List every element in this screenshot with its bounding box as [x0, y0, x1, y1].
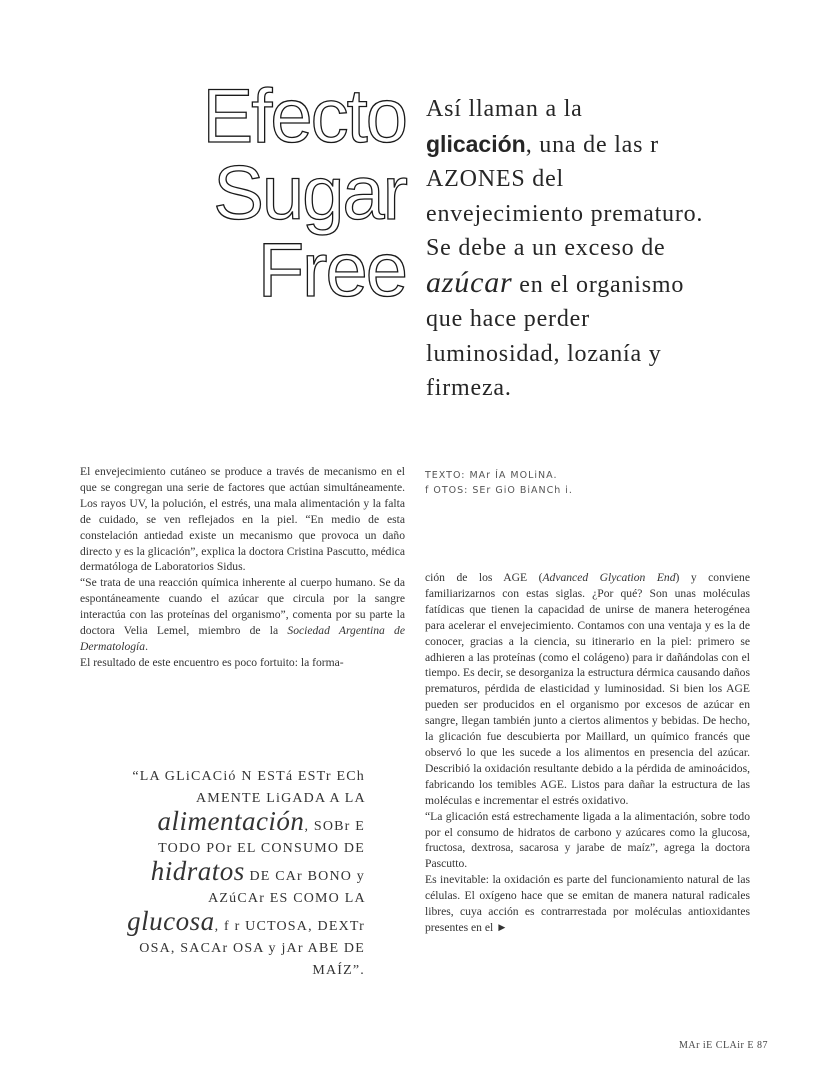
- body-paragraph: El envejecimiento cutáneo se produce a través de mecanismo en el que se congregan una serie de factores que actúan simultáneamente. Los rayos UV, la polución, el estrés, una mala alimentación y la falta de cuidado, se ven reflejados en la piel. “En medio de esta constelación antiedad existe un mecanismo que provoca un daño directo y es la glicación”, explica la doctora Cristina Pascutto, médica dermatóloga de Laboratorios Sidus.: [80, 465, 405, 574]
- intro-italic-term: azúcar: [426, 265, 513, 299]
- intro-deck: [426, 92, 726, 406]
- intro-bold-term: glicación: [426, 130, 526, 157]
- quote-emphasis-glucosa: glucosa: [127, 906, 215, 936]
- body-column-right: [425, 570, 750, 936]
- quote-text-c: , SOBr E TODO POr EL CONSUMO DE: [158, 819, 365, 856]
- page-folio: MAr iE CLAir E 87: [678, 1040, 768, 1051]
- quote-emphasis-hidratos: hidratos: [150, 856, 245, 886]
- quote-text-g: , f r UCTOSA, DEXTr OSA, SACAr OSA y jAr ABE DE MAÍZ”.: [139, 919, 365, 978]
- credit-text: TEXTO: MAr ÍA MOLiNA.: [425, 470, 558, 481]
- body-text: .: [145, 639, 148, 653]
- body-text: “Se trata de una reacción química inherente al cuerpo humano. Se da espontáneamente cuando el azúcar que circula por la sangre interactúa con las proteínas del organismo”, comenta por su parte la doctora Velia Lemel, miembro de la: [80, 576, 405, 638]
- headline-line-1: Efecto: [202, 74, 406, 159]
- quote-text-a: “LA GLiCACió N ESTá ESTr ECh AMENTE LiGADA A LA: [132, 769, 365, 806]
- body-paragraph: Es inevitable: la oxidación es parte del funcionamiento natural de las células. El oxígeno hace que se emitan de manera natural radicales libres, cuya acción es contrarrestada por moléculas antioxidantes presentes en el ►: [425, 873, 750, 934]
- intro-text-3: en el organismo que hace perder luminosidad, lozanía y firmeza.: [426, 271, 685, 401]
- ghost-watermark-top: [400, 0, 412, 27]
- quote-text-e: DE CAr BONO y AZúCAr ES COMO LA: [208, 869, 365, 906]
- intro-text-2: , una de las r AZONES del envejecimiento prematuro. Se debe a un exceso de: [426, 131, 704, 261]
- headline-line-2: Sugar: [213, 151, 406, 236]
- body-paragraph: [425, 570, 750, 809]
- body-italic: Advanced Glycation End: [542, 571, 676, 584]
- headline-line-3: Free: [257, 228, 406, 313]
- credits: [425, 468, 573, 498]
- intro-text-1: Así llaman a la: [426, 96, 583, 122]
- body-column-left: [80, 464, 405, 671]
- body-paragraph: El resultado de este encuentro es poco fortuito: la forma-: [80, 655, 344, 669]
- body-paragraph: “La glicación está estrechamente ligada a la alimentación, sobre todo por el consumo de hidratos de carbono y azúcares como la glucosa, fructosa, dextrosa, sacarosa y jarabe de maíz”, agrega la doctora Pascutto.: [425, 809, 750, 871]
- body-paragraph: [80, 575, 405, 655]
- body-italic: Sociedad Argentina de Dermatología: [80, 624, 406, 653]
- body-text: ción de los AGE (: [425, 571, 543, 584]
- body-text: ) y conviene familiarizarnos con estas siglas. ¿Por qué? Son unas moléculas fatídicas que tienen la capacidad de unirse de manera heterogénea para acelerar el envejecimiento. Contamos con una ventaja y es la de conocer, gracias a la ciencia, su itinerario en la piel: primero se adhieren a las proteínas (como el colágeno) para ir dañándolas con el tiempo. Es decir, se desorganiza la estructura dérmica causando daños prematuros, pérdida de elasticidad y luminosidad. Si bien los AGE pueden ser producidos en el organismo por excesos de azúcar en sangre, llegan también junto a ciertos alimentos y bebidas. De hecho, la glicación fue descubierta por Maillard, un químico francés que observó lo que les sucede a los alimentos en presencia del azúcar. Describió la oxidación resultante debido a la pérdida de aminoácidos, fabricando los temibles AGE. Listos para dañar la estructura de las moléculas e incrementar el estrés oxidativo.: [425, 571, 750, 807]
- headline: [106, 74, 406, 313]
- credit-photos: f OTOS: SEr GiO BiANCh i.: [425, 485, 573, 496]
- quote-emphasis-alimentacion: alimentación: [157, 806, 305, 836]
- pull-quote: [115, 766, 365, 982]
